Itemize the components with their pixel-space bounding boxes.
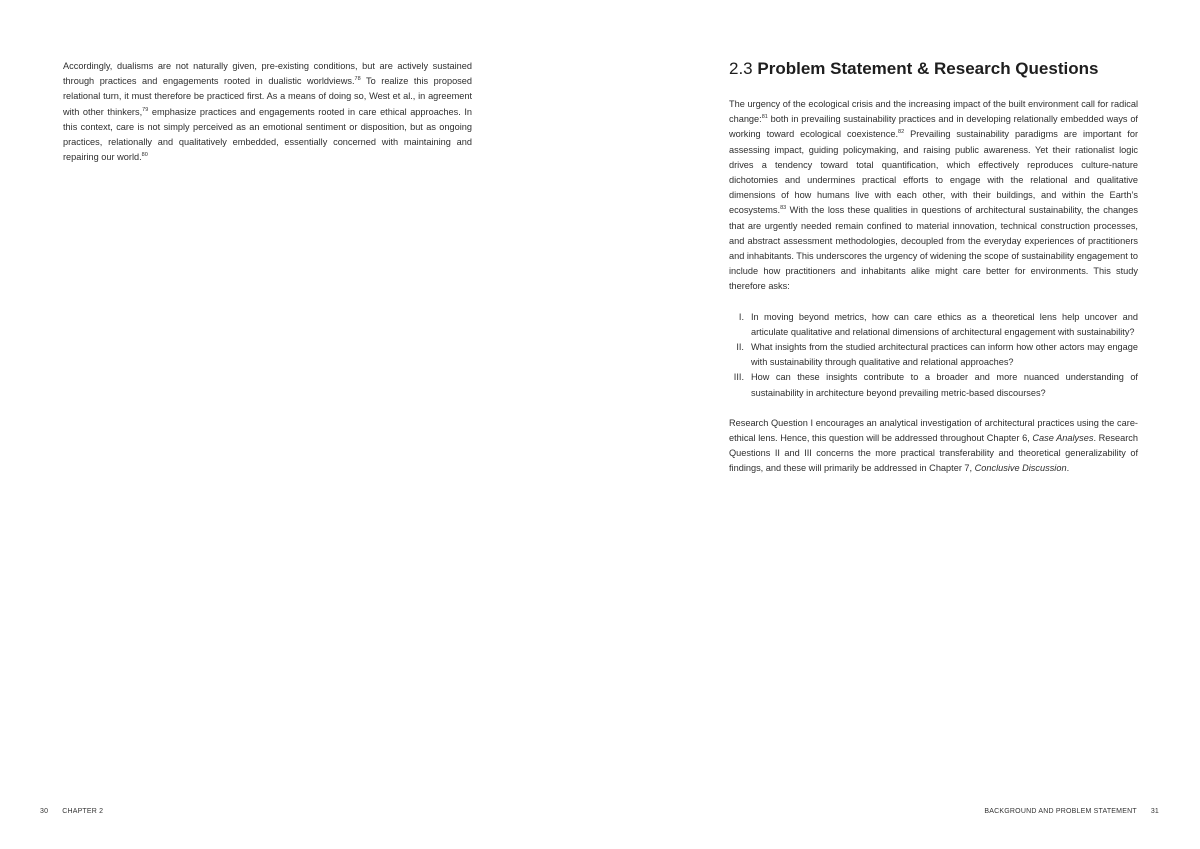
text-run: both in prevailing sustainability practices and in developing relationally embedded ways of working toward ecological coexistence. [729, 114, 1138, 140]
section-number: 2.3 [729, 59, 753, 78]
question-numeral: II. [736, 342, 744, 353]
question-text: What insights from the studied architectural practices can inform how other actors may engage with sustainability through qualitative and relational approaches? [751, 342, 1138, 368]
text-run: To realize this proposed relational turn, it must therefore be practiced first. As a means of doing so, West et al., in agreement with other thinkers, [63, 76, 472, 117]
section-heading [729, 59, 1138, 79]
research-question [729, 310, 1138, 340]
page-footer-left [40, 808, 103, 815]
text-run: Research Question I encourages an analytical investigation of architectural practices using the care-ethical lens. Hence, this question will be addressed throughout Chapter 6, [729, 417, 1138, 444]
page-number: 30 [40, 808, 49, 815]
text-run: The urgency of the ecological crisis and the increasing impact of the built environment call for radical change: [729, 99, 1138, 125]
right-page [600, 0, 1200, 849]
research-question [729, 340, 1138, 370]
chapter-title-ref: Conclusive Discussion [974, 463, 1067, 474]
chapter-title-ref: Case Analyses [1032, 433, 1094, 444]
intro-paragraph [729, 97, 1138, 295]
closing-paragraph [729, 416, 1138, 477]
research-questions-list [729, 310, 1138, 401]
text-run: emphasize practices and engagements rooted in care ethical approaches. In this context, care is not simply perceived as an emotional sentiment or disposition, but as ongoing practices, relationally and qualitatively embedded, essentially concerned with maintaining and repairing our world. [63, 106, 472, 163]
right-column [729, 59, 1138, 477]
footnote-ref: 80 [141, 152, 148, 159]
running-footer-label: CHAPTER 2 [62, 808, 104, 815]
footnote-ref: 82 [898, 129, 905, 136]
text-run: Accordingly, dualisms are not naturally given, pre-existing conditions, but are actively sustained through practices and engagements rooted in dualistic worldviews. [63, 61, 472, 87]
footnote-ref: 83 [780, 205, 787, 212]
question-numeral: III. [733, 372, 744, 383]
text-run: With the loss these qualities in questions of architectural sustainability, the changes that are urgently needed remain confined to material innovation, technical construction processes, and abstract assessment methodologies, decoupled from the everyday experiences of practitioners and inhabitants. This underscores the urgency of widening the scope of sustainability engagement to include how practitioners and inhabitants alike might care better for environments. This study therefore asks: [729, 205, 1138, 292]
footnote-ref: 81 [761, 114, 768, 121]
question-text: How can these insights contribute to a broader and more nuanced understanding of sustainability in architecture beyond prevailing metric-based discourses? [751, 372, 1138, 398]
body-paragraph [63, 59, 472, 165]
footnote-ref: 78 [354, 76, 361, 83]
research-question [729, 370, 1138, 400]
text-run: . [1066, 463, 1070, 474]
section-title: Problem Statement & Research Questions [757, 59, 1099, 78]
question-numeral: I. [738, 311, 744, 322]
footnote-ref: 79 [142, 106, 149, 113]
question-text: In moving beyond metrics, how can care ethics as a theoretical lens help uncover and articulate qualitative and relational dimensions of architectural engagement with sustainability? [751, 311, 1138, 337]
page-number: 31 [1150, 808, 1159, 815]
page-footer-right [984, 808, 1159, 815]
running-footer-label: BACKGROUND AND PROBLEM STATEMENT [984, 808, 1137, 815]
text-run: Prevailing sustainability paradigms are important for assessing impact, guiding policymaking, and raising public awareness. Yet their rationalist logic drives a tendency toward total quantification, which effectively reproduces culture-nature dichotomies and undermines practical efforts to engage with the relational and qualitative dimensions of how humans live with each other, with their buildings, and within the Earth’s ecosystems. [729, 129, 1139, 216]
text-run: . Research Questions II and III concerns the more practical transferability and theoretical generalizability of findings, and these will primarily be addressed in Chapter 7, [729, 433, 1138, 474]
